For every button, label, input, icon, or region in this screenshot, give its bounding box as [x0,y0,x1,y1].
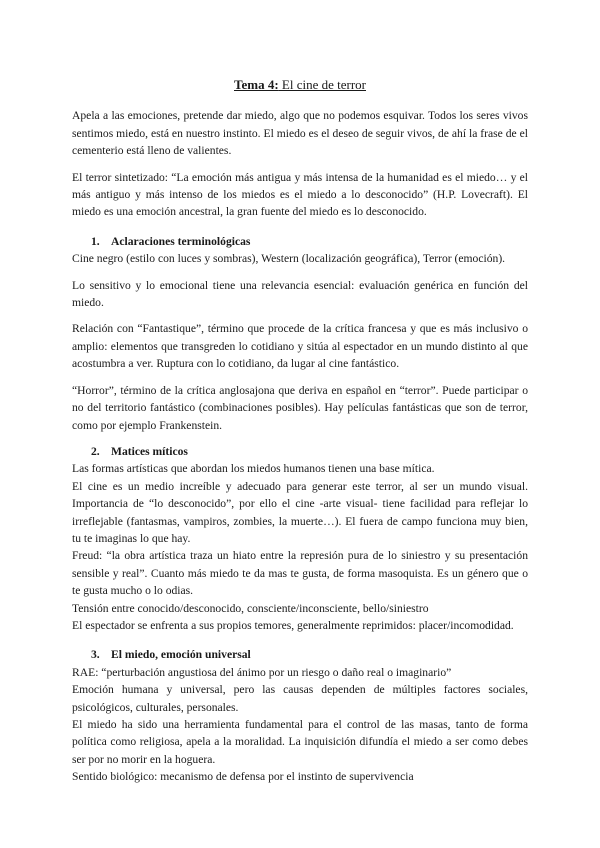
title-label: Tema 4: [234,77,279,92]
section-2-paragraph: Tensión entre conocido/desconocido, consciente/inconsciente, bello/siniestro [72,601,429,615]
section-2-paragraph: Freud: “la obra artística traza un hiato entre la represión pura de lo siniestro y su presentación sensible y real”. Cuanto más miedo te da mas te gusta, de forma masoquista. Es un género que o te gusta mucho o lo odias. [72,549,528,598]
section-3-paragraph: Sentido biológico: mecanismo de defensa por el instinto de supervivencia [72,770,414,784]
intro-paragraph: El terror sintetizado: “La emoción más antigua y más intensa de la humanidad es el miedo… y el más antiguo y más intenso de los miedos es el miedo a lo desconocido” (H.P. Lovecraft). El miedo es una emoción ancestral, la gran fuente del miedo es lo desconocido. [72,170,528,219]
section-heading-1: 1. Aclaraciones terminológicas [91,234,251,248]
section-2-paragraph: El cine es un medio increíble y adecuado para generar este terror, al ser un mundo visual. Importancia de “lo desconocido”, por ello el cine -arte visual- tiene facilidad para reflejar lo irreflejable (fantasmas, vampiros, zombies, la muerte…). El fuera de campo funciona muy bien, tu te imaginas lo que hay. [72,479,528,545]
section-1-paragraph: Cine negro (estilo con luces y sombras), Western (localización geográfica), Terror (emoción). [72,252,506,266]
section-1-paragraph: Lo sensitivo y lo emocional tiene una relevancia esencial: evaluación genérica en función del miedo. [72,278,528,310]
section-1-paragraph: “Horror”, término de la crítica anglosajona que deriva en español en “terror”. Puede participar o no del territorio fantástico (combinaciones posibles). Hay películas fantásticas que son de terror, como por ejemplo Frankenstein. [72,383,528,432]
section-1-paragraph: Relación con “Fantastique”, término que procede de la crítica francesa y que es más inclusivo o amplio: elementos que transgreden lo cotidiano y sitúa al espectador en un mundo distinto al que acostumbra a ver. Ruptura con lo cotidiano, da lugar al cine fantástico. [72,322,528,371]
section-heading-2: 2. Matices míticos [91,444,188,458]
section-3-paragraph: El miedo ha sido una herramienta fundamental para el control de las masas, tanto de forma política como religiosa, apela a la moralidad. La inquisición difundía el miedo a ser como debes ser por no morir en la hoguera. [72,718,528,766]
section-3-paragraph: Emoción humana y universal, pero las causas dependen de múltiples factores sociales, psicológicos, culturales, personales. [72,683,528,714]
document-page [72,68,528,786]
intro-paragraph: Apela a las emociones, pretende dar miedo, algo que no podemos esquivar. Todos los seres vivos sentimos miedo, está en nuestro instinto. El miedo es el deseo de seguir vivos, de ahí la frase de el cementerio está lleno de valientes. [72,109,528,158]
title-text: El cine de terror [278,77,366,92]
section-2-paragraph: Las formas artísticas que abordan los miedos humanos tienen una base mítica. [72,462,435,476]
section-3-paragraph: RAE: “perturbación angustiosa del ánimo por un riesgo o daño real o imaginario” [72,665,452,679]
section-2-paragraph: El espectador se enfrenta a sus propios temores, generalmente reprimidos: placer/incomodidad. [72,618,514,632]
section-heading-3: 3. El miedo, emoción universal [91,648,251,662]
document-title [72,76,528,93]
